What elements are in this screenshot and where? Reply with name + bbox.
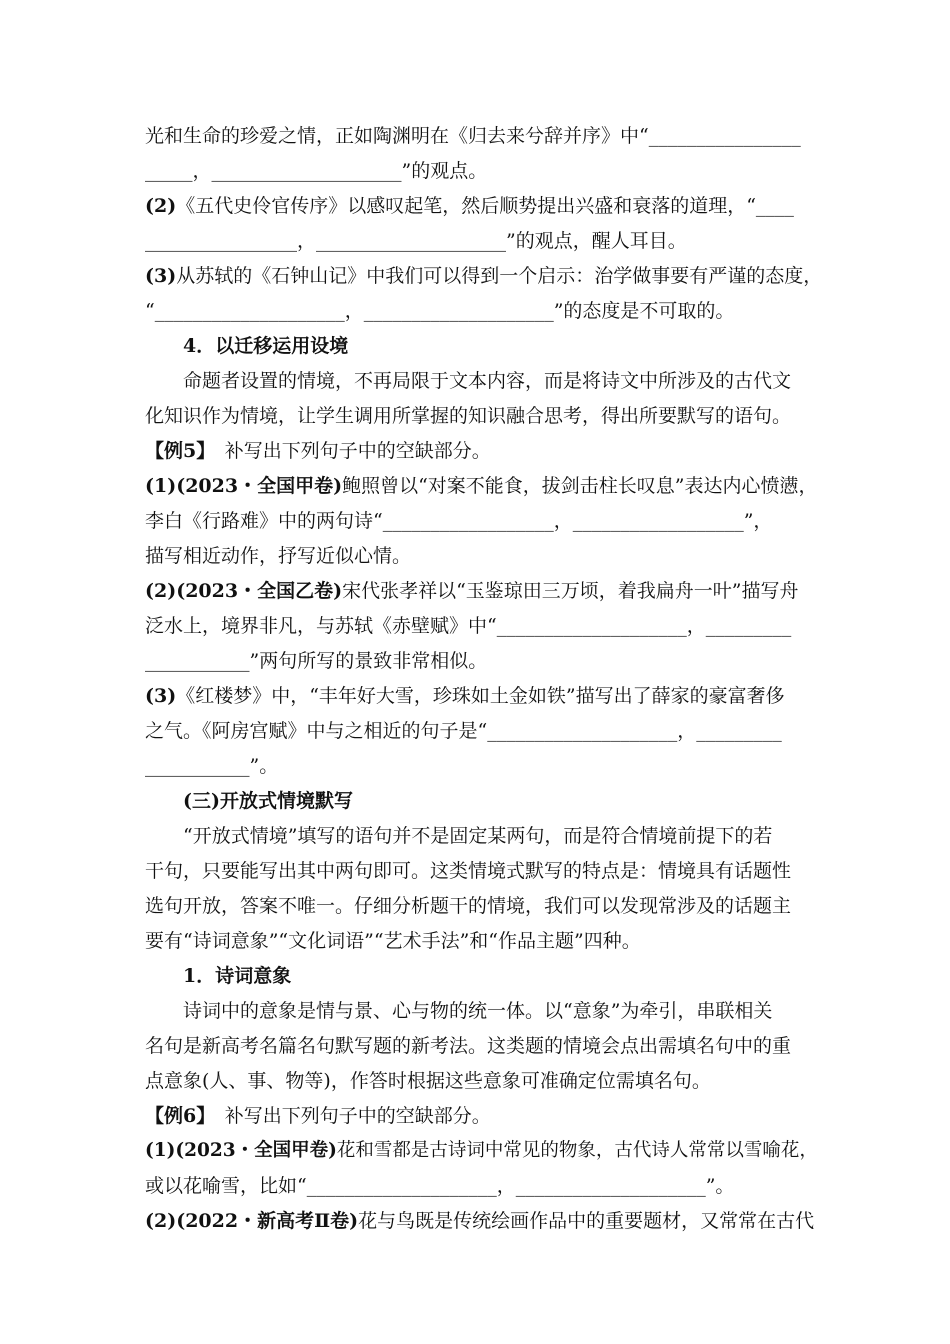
example-heading: 【例6】 补写出下列句子中的空缺部分。	[145, 1105, 491, 1127]
item-number: (2)	[145, 195, 177, 217]
text-line: ___________”两句所写的景致非常相似。	[145, 650, 488, 672]
example-label: 【例5】	[145, 440, 206, 462]
text-line: ___________”。	[145, 755, 279, 777]
example-heading: 【例5】 补写出下列句子中的空缺部分。	[145, 440, 491, 462]
item-number: (3)	[145, 265, 177, 287]
text-line: “____________________，____________________”的态度是不可取的。	[145, 300, 735, 322]
text-line: 点意象(人、事、物等)，作答时根据这些意象可准确定位需填名句。	[145, 1070, 711, 1092]
text-line: 李白《行路难》中的两句诗“__________________，__________________”，	[145, 510, 773, 532]
text-line: 之气。《阿房宫赋》中与之相近的句子是“____________________，_________	[145, 720, 782, 742]
item-source: (2)(2022・新高考Ⅱ卷)	[145, 1210, 359, 1232]
item-number: (3)	[145, 685, 177, 707]
text-line: 要有“诗词意象”“文化词语”“艺术手法”和“作品主题”四种。	[145, 930, 641, 952]
text-line: “开放式情境”填写的语句并不是固定某两句，而是符合情境前提下的若	[183, 825, 773, 847]
text-line: (2)(2022・新高考Ⅱ卷)花与鸟既是传统绘画作品中的重要题材，又常常在古代	[145, 1210, 815, 1232]
text-line: 诗词中的意象是情与景、心与物的统一体。以“意象”为牵引，串联相关	[183, 1000, 773, 1022]
text-line: (1)(2023・全国甲卷)花和雪都是古诗词中常见的物象，古代诗人常常以雪喻花，	[145, 1140, 818, 1161]
section-heading: (三)开放式情境默写	[183, 790, 353, 812]
text-line: 名句是新高考名篇名句默写题的新考法。这类题的情境会点出需填名句中的重	[145, 1035, 792, 1057]
text-line: 或以花喻雪，比如“____________________，____________________”。	[145, 1175, 735, 1197]
item-source: (1)(2023・全国甲卷)	[145, 475, 343, 497]
section-heading: 4．以迁移运用设境	[183, 335, 349, 357]
example-label: 【例6】	[145, 1105, 206, 1127]
text-line: ________________，____________________”的观点，醒人耳目。	[145, 230, 687, 252]
text-line: 化知识作为情境，让学生调用所掌握的知识融合思考，得出所要默写的语句。	[145, 405, 792, 427]
text-line: 泛水上，境界非凡，与苏轼《赤壁赋》中“____________________，_________	[145, 615, 792, 637]
text-line: 光和生命的珍爱之情，正如陶渊明在《归去来兮辞并序》中“________________	[145, 125, 801, 147]
text-line: (2)《五代史伶官传序》以感叹起笔，然后顺势提出兴盛和衰落的道理，“____	[145, 195, 794, 217]
item-source: (2)(2023・全国乙卷)	[145, 580, 343, 602]
text-line: 选句开放，答案不唯一。仔细分析题干的情境，我们可以发现常涉及的话题主	[145, 895, 792, 917]
text-line: 描写相近动作，抒写近似心情。	[145, 545, 412, 567]
text-line: _____，____________________”的观点。	[145, 160, 488, 182]
section-heading: 1．诗词意象	[183, 965, 292, 987]
item-source: (1)(2023・全国甲卷)	[145, 1140, 337, 1161]
text-line: 干句，只要能写出其中两句即可。这类情境式默写的特点是：情境具有话题性	[145, 860, 792, 882]
text-line: 命题者设置的情境，不再局限于文本内容，而是将诗文中所涉及的古代文	[183, 370, 792, 392]
text-line: (1)(2023・全国甲卷)鲍照曾以“对案不能食，拔剑击柱长叹息”表达内心愤懑，	[145, 475, 818, 497]
text-line: (3)《红楼梦》中，“丰年好大雪，珍珠如土金如铁”描写出了薛家的豪富奢侈	[145, 685, 785, 707]
text-line: (2)(2023・全国乙卷)宋代张孝祥以“玉鉴琼田三万顷，着我扁舟一叶”描写舟	[145, 580, 799, 602]
text-line: (3)从苏轼的《石钟山记》中我们可以得到一个启示：治学做事要有严谨的态度，	[145, 265, 823, 287]
